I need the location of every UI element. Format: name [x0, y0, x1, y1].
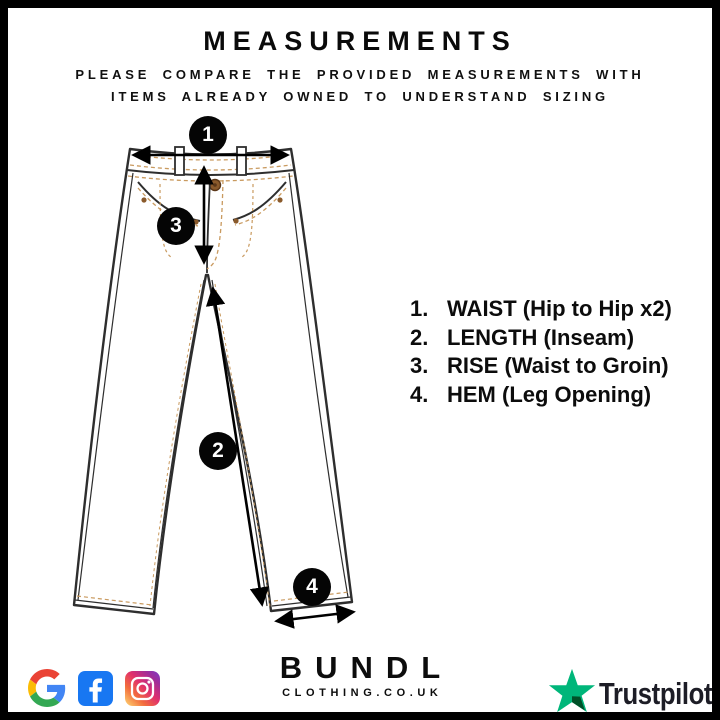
legend-number: 3. — [410, 353, 429, 379]
brand-name: BUNDL — [279, 650, 454, 685]
legend-label: RISE (Waist to Groin) — [447, 353, 669, 379]
brand-domain: CLOTHING.CO.UK — [282, 687, 443, 699]
hem-measure-arrow — [277, 612, 353, 621]
trustpilot-star-icon — [548, 667, 596, 720]
subtitle-line-2: ITEMS ALREADY OWNED TO UNDERSTAND SIZING — [111, 89, 609, 104]
brand-logo — [279, 650, 454, 699]
page-title: MEASUREMENTS — [203, 26, 517, 56]
marker-3-rise — [157, 207, 195, 245]
legend-number: 1. — [410, 296, 429, 321]
belt-loop — [175, 147, 184, 175]
trustpilot-wordmark: Trustpilot — [599, 675, 713, 711]
rivet — [233, 218, 238, 223]
legend-label: LENGTH (Inseam) — [447, 324, 635, 350]
marker-2-length — [199, 432, 237, 470]
facebook-icon[interactable] — [78, 671, 113, 706]
marker-1-number: 1 — [202, 123, 214, 146]
marker-4-hem — [293, 568, 331, 606]
legend-number: 2. — [410, 324, 429, 350]
measurement-legend — [410, 295, 672, 409]
belt-loop — [237, 147, 246, 175]
jeans-outline — [74, 149, 352, 614]
legend-number: 4. — [410, 381, 429, 407]
instagram-icon[interactable] — [125, 671, 160, 706]
social-icons — [28, 669, 160, 707]
rivet — [277, 197, 282, 202]
marker-2-number: 2 — [212, 439, 224, 462]
jeans-button-center — [213, 183, 217, 187]
legend-label: WAIST (Hip to Hip x2) — [447, 296, 672, 321]
marker-1-waist — [189, 116, 227, 154]
rivet — [141, 197, 146, 202]
trustpilot-logo[interactable] — [548, 667, 720, 720]
marker-3-number: 3 — [170, 214, 182, 237]
legend-item-rise — [410, 352, 672, 381]
legend-item-waist — [410, 295, 672, 324]
legend-item-length — [410, 324, 672, 353]
legend-label: HEM (Leg Opening) — [447, 381, 652, 407]
legend-item-hem — [410, 381, 672, 410]
marker-4-number: 4 — [306, 575, 318, 598]
subtitle-line-1: PLEASE COMPARE THE PROVIDED MEASUREMENTS WITH — [75, 67, 645, 82]
google-icon[interactable] — [28, 669, 66, 707]
